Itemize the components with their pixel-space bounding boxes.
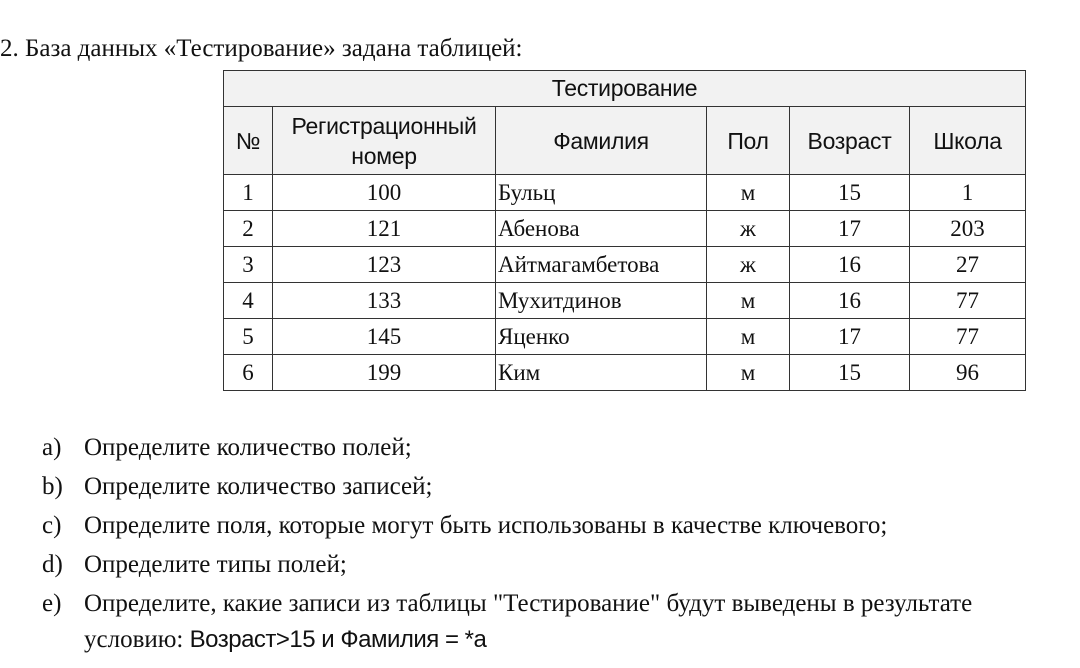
task-text: Определите количество записей; xyxy=(84,473,433,500)
header-gender: Пол xyxy=(707,107,790,175)
cell-registration-number: 145 xyxy=(273,319,496,355)
cell-school: 77 xyxy=(910,283,1026,319)
task-list xyxy=(0,430,1080,661)
cell-number: 5 xyxy=(224,319,273,355)
cell-number: 3 xyxy=(224,247,273,283)
table-caption: Тестирование xyxy=(224,71,1026,107)
task-text: Определите, какие записи из таблицы "Тестирование" будут выведены в результате xyxy=(84,590,973,617)
task-marker: d) xyxy=(42,551,63,578)
cell-gender: ж xyxy=(707,211,790,247)
task-marker: b) xyxy=(42,473,63,500)
table-row xyxy=(224,319,1026,355)
cell-surname: Мухитдинов xyxy=(496,283,707,319)
task-item-a xyxy=(0,430,1080,466)
cell-surname: Айтмагамбетова xyxy=(496,247,707,283)
cell-age: 16 xyxy=(790,283,910,319)
cell-surname: Яценко xyxy=(496,319,707,355)
cell-number: 2 xyxy=(224,211,273,247)
task-condition-prefix: условию: xyxy=(84,626,190,653)
cell-registration-number: 123 xyxy=(273,247,496,283)
task-marker: e) xyxy=(42,590,62,617)
cell-gender: ж xyxy=(707,247,790,283)
cell-surname: Бульц xyxy=(496,175,707,211)
task-item-b xyxy=(0,469,1080,505)
cell-gender: м xyxy=(707,319,790,355)
header-age: Возраст xyxy=(790,107,910,175)
header-surname: Фамилия xyxy=(496,107,707,175)
header-number: № xyxy=(224,107,273,175)
cell-age: 15 xyxy=(790,175,910,211)
header-registration-number: Регистрационный номер xyxy=(273,107,496,175)
cell-number: 6 xyxy=(224,355,273,391)
task-text: Определите поля, которые могут быть использованы в качестве ключевого; xyxy=(84,512,888,539)
cell-age: 15 xyxy=(790,355,910,391)
task-item-d xyxy=(0,547,1080,583)
cell-age: 17 xyxy=(790,211,910,247)
cell-age: 17 xyxy=(790,319,910,355)
task-text: Определите типы полей; xyxy=(84,551,347,578)
cell-age: 16 xyxy=(790,247,910,283)
cell-gender: м xyxy=(707,283,790,319)
table-row xyxy=(224,283,1026,319)
cell-school: 203 xyxy=(910,211,1026,247)
cell-school: 1 xyxy=(910,175,1026,211)
task-item-e xyxy=(0,586,1080,658)
table-caption-row xyxy=(224,71,1026,107)
header-school: Школа xyxy=(910,107,1026,175)
table-row xyxy=(224,175,1026,211)
task-marker: a) xyxy=(42,434,62,461)
cell-gender: м xyxy=(707,355,790,391)
task-item-c xyxy=(0,508,1080,544)
task-text: Определите количество полей; xyxy=(84,434,412,461)
cell-surname: Абенова xyxy=(496,211,707,247)
cell-registration-number: 121 xyxy=(273,211,496,247)
testing-table xyxy=(223,70,1026,391)
table-row xyxy=(224,211,1026,247)
query-condition: Возраст>15 и Фамилия = *а xyxy=(189,626,487,653)
task-condition-line xyxy=(84,622,1080,658)
cell-registration-number: 100 xyxy=(273,175,496,211)
cell-school: 77 xyxy=(910,319,1026,355)
cell-school: 96 xyxy=(910,355,1026,391)
cell-registration-number: 133 xyxy=(273,283,496,319)
cell-gender: м xyxy=(707,175,790,211)
cell-surname: Ким xyxy=(496,355,707,391)
cell-number: 1 xyxy=(224,175,273,211)
table-row xyxy=(224,355,1026,391)
cell-registration-number: 199 xyxy=(273,355,496,391)
cell-school: 27 xyxy=(910,247,1026,283)
task-heading: 2. База данных «Тестирование» задана таблицей: xyxy=(0,35,523,62)
table-header-row xyxy=(224,107,1026,175)
task-marker: c) xyxy=(42,512,62,539)
cell-number: 4 xyxy=(224,283,273,319)
table-row xyxy=(224,247,1026,283)
